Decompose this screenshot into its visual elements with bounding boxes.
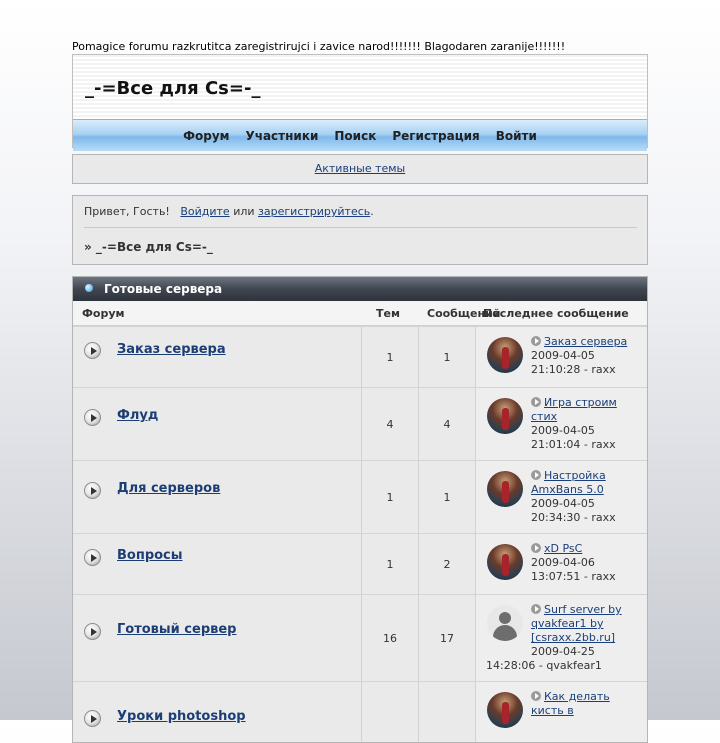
column-headers — [73, 301, 647, 326]
avatar[interactable] — [487, 471, 523, 507]
welcome-line — [84, 205, 374, 218]
posts-count: 1 — [419, 461, 476, 533]
forum-cell — [73, 595, 362, 681]
category-bullet-icon — [85, 284, 93, 292]
last-post-date: 2009-04-05 — [531, 349, 595, 362]
go-to-post-icon[interactable] — [531, 543, 541, 553]
posts-count: 1 — [419, 327, 476, 387]
topics-count: 1 — [362, 327, 419, 387]
announcement: Pomagice forumu razkrutitca zaregistrirujci i zavice narod!!!!!!! Blagodaren zaranije!!!!!!! — [72, 40, 566, 53]
avatar[interactable] — [487, 692, 523, 728]
last-post-cell — [476, 327, 647, 387]
last-post-date: 2009-04-06 — [531, 556, 595, 569]
last-post-cell — [476, 461, 647, 533]
topics-count: 1 — [362, 534, 419, 594]
category-title[interactable]: Готовые сервера — [104, 282, 223, 296]
forum-container — [72, 54, 648, 743]
last-post-time-author: 20:34:30 - raxx — [531, 511, 616, 524]
table-row — [73, 681, 647, 742]
forum-status-icon — [84, 623, 101, 640]
nav-search[interactable]: Поиск — [334, 128, 377, 143]
forum-link[interactable]: Заказ сервера — [117, 342, 226, 357]
forum-status-icon — [84, 710, 101, 727]
go-to-post-icon[interactable] — [531, 397, 541, 407]
avatar[interactable] — [487, 544, 523, 580]
topics-count: 1 — [362, 461, 419, 533]
table-row — [73, 387, 647, 460]
topics-count — [362, 682, 419, 742]
posts-count: 2 — [419, 534, 476, 594]
col-forum: Форум — [82, 307, 125, 320]
nav-register[interactable]: Регистрация — [392, 128, 480, 143]
forum-cell — [73, 461, 362, 533]
forum-cell — [73, 388, 362, 460]
forum-cell — [73, 327, 362, 387]
table-row — [73, 460, 647, 533]
last-post-date: 2009-04-05 — [531, 424, 595, 437]
forum-link[interactable]: Для серверов — [117, 481, 221, 496]
default-avatar-icon[interactable] — [487, 605, 523, 641]
last-post-time-author: 21:01:04 - raxx — [531, 438, 616, 451]
divider — [84, 227, 637, 228]
nav-forum[interactable]: Форум — [183, 128, 230, 143]
last-post-date: 2009-04-05 — [531, 497, 595, 510]
col-last-post: Последнее сообщение — [483, 307, 629, 320]
last-post-link[interactable]: Настройка AmxBans 5.0 — [531, 469, 606, 496]
forum-category-table — [72, 276, 648, 743]
go-to-post-icon[interactable] — [531, 336, 541, 346]
last-post-cell — [476, 595, 647, 681]
greeting-text: Привет, Гость! — [84, 205, 170, 218]
last-post-link[interactable]: Surf server by qvakfear1 by [csraxx.2bb.ru] — [531, 603, 622, 644]
or-text: или — [233, 205, 255, 218]
avatar[interactable] — [487, 398, 523, 434]
nav-members[interactable]: Участники — [245, 128, 319, 143]
last-post-cell — [476, 534, 647, 594]
active-topics-bar — [72, 154, 648, 184]
last-post-link[interactable]: Как делать кисть в — [531, 690, 610, 717]
last-post-time-author: 14:28:06 - qvakfear1 — [486, 659, 602, 672]
table-row — [73, 533, 647, 594]
forum-status-icon — [84, 409, 101, 426]
login-link[interactable]: Войдите — [180, 205, 230, 218]
site-header — [72, 54, 648, 148]
welcome-box — [72, 195, 648, 265]
nav-login[interactable]: Войти — [495, 128, 537, 143]
last-post-cell — [476, 388, 647, 460]
last-post-date: 2009-04-25 — [531, 645, 595, 658]
forum-cell — [73, 534, 362, 594]
topics-count: 16 — [362, 595, 419, 681]
posts-count — [419, 682, 476, 742]
col-topics: Тем — [376, 307, 400, 320]
last-post-link[interactable]: xD PsC — [544, 542, 583, 555]
category-header — [73, 277, 647, 301]
go-to-post-icon[interactable] — [531, 470, 541, 480]
site-title[interactable]: _-=Все для Cs=-_ — [85, 78, 261, 99]
breadcrumb[interactable]: » _-=Все для Cs=-_ — [84, 240, 213, 254]
forum-status-icon — [84, 342, 101, 359]
posts-count: 17 — [419, 595, 476, 681]
last-post-cell — [476, 682, 647, 742]
forum-link[interactable]: Флуд — [117, 408, 159, 423]
register-link[interactable]: зарегистрируйтесь — [258, 205, 371, 218]
posts-count: 4 — [419, 388, 476, 460]
forum-link[interactable]: Готовый сервер — [117, 622, 237, 637]
last-post-time-author: 21:10:28 - raxx — [531, 363, 616, 376]
forum-status-icon — [84, 482, 101, 499]
last-post-link[interactable]: Игра строим стих — [531, 396, 617, 423]
go-to-post-icon[interactable] — [531, 604, 541, 614]
table-row — [73, 326, 647, 387]
avatar[interactable] — [487, 337, 523, 373]
last-post-link[interactable]: Заказ сервера — [544, 335, 628, 348]
last-post-time-author: 13:07:51 - raxx — [531, 570, 616, 583]
period-text: . — [370, 205, 374, 218]
topics-count: 4 — [362, 388, 419, 460]
table-row — [73, 594, 647, 681]
forum-cell — [73, 682, 362, 742]
forum-link[interactable]: Вопросы — [117, 548, 183, 563]
active-topics-link[interactable]: Активные темы — [314, 162, 406, 175]
col-posts: Сообщений — [427, 307, 501, 320]
go-to-post-icon[interactable] — [531, 691, 541, 701]
main-nav — [73, 119, 647, 151]
forum-status-icon — [84, 549, 101, 566]
forum-link[interactable]: Уроки photoshop — [117, 709, 246, 724]
